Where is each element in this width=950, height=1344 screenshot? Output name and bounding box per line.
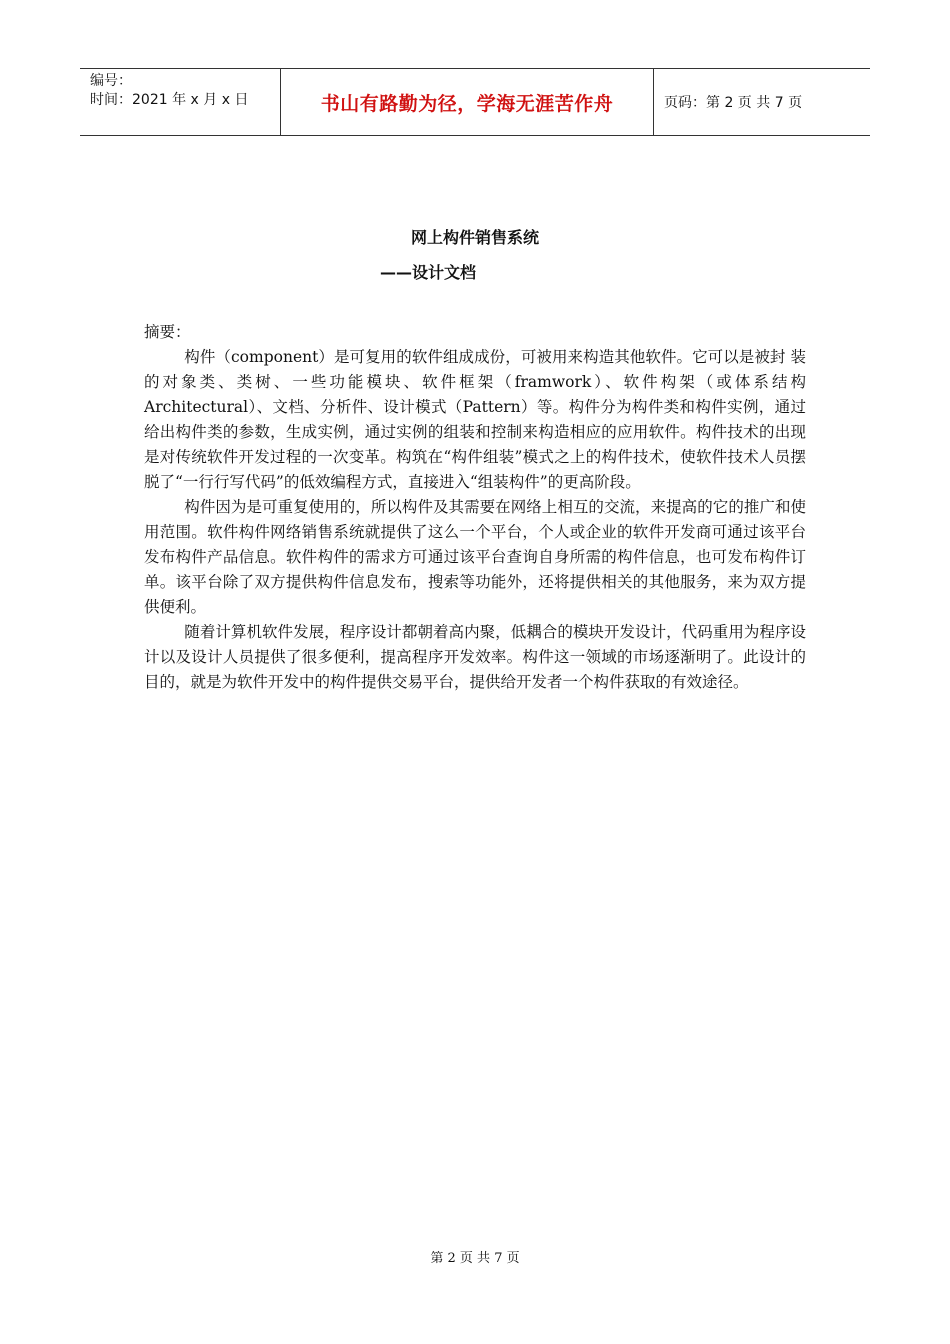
abstract-label: 摘要： <box>144 323 191 341</box>
abstract-section <box>144 320 806 695</box>
number-label: 编号： <box>90 73 132 89</box>
paragraph: 随着计算机软件发展，程序设计都朝着高内聚，低耦合的模块开发设计，代码重用为程序设计以及设计人员提供了很多便利，提高程序开发效率。构件这一领域的市场逐渐明了。此设计的目的，就是为软件开发中的构件提供交易平台，提供给开发者一个构件获取的有效途径。 <box>144 623 806 691</box>
document-subtitle: ——设计文档 <box>380 263 477 282</box>
header-left-cell <box>80 69 281 135</box>
header-page-info: 页码：第 2 页 共 7 页 <box>664 95 803 111</box>
paragraph: 构件因为是可重复使用的，所以构件及其需要在网络上相互的交流，来提高的它的推广和使用范围。软件构件网络销售系统就提供了这么一个平台，个人或企业的软件开发商可通过该平台发布构件产品信息。软件构件的需求方可通过该平台查询自身所需的构件信息，也可发布构件订单。该平台除了双方提供构件信息发布，搜索等功能外，还将提供相关的其他服务，来为双方提供便利。 <box>144 498 806 616</box>
header-table <box>80 68 870 136</box>
paragraph: 构件（component）是可复用的软件组成成份，可被用来构造其他软件。它可以是被封 装的对象类、类树、一些功能模块、软件框架（framwork）、软件构架（或体系结构 Architectural）、文档、分析件、设计模式（Pattern）等。构件分为构件类和构件实例，通过给出构件类的参数，生成实例，通过实例的组装和控制来构造相应的应用软件。构件技术的出现是对传统软件开发过程的一次变革。构筑在“构件组装”模式之上的构件技术，使软件技术人员摆脱了“一行行写代码”的低效编程方式，直接进入“组装构件”的更高阶段。 <box>144 348 806 491</box>
time-label: 时间：2021 年 x 月 x 日 <box>90 92 249 108</box>
document-title: 网上构件销售系统 <box>410 228 539 247</box>
motto: 书山有路勤为径，学海无涯苦作舟 <box>281 69 654 135</box>
page-footer: 第 2 页 共 7 页 <box>430 1251 520 1266</box>
